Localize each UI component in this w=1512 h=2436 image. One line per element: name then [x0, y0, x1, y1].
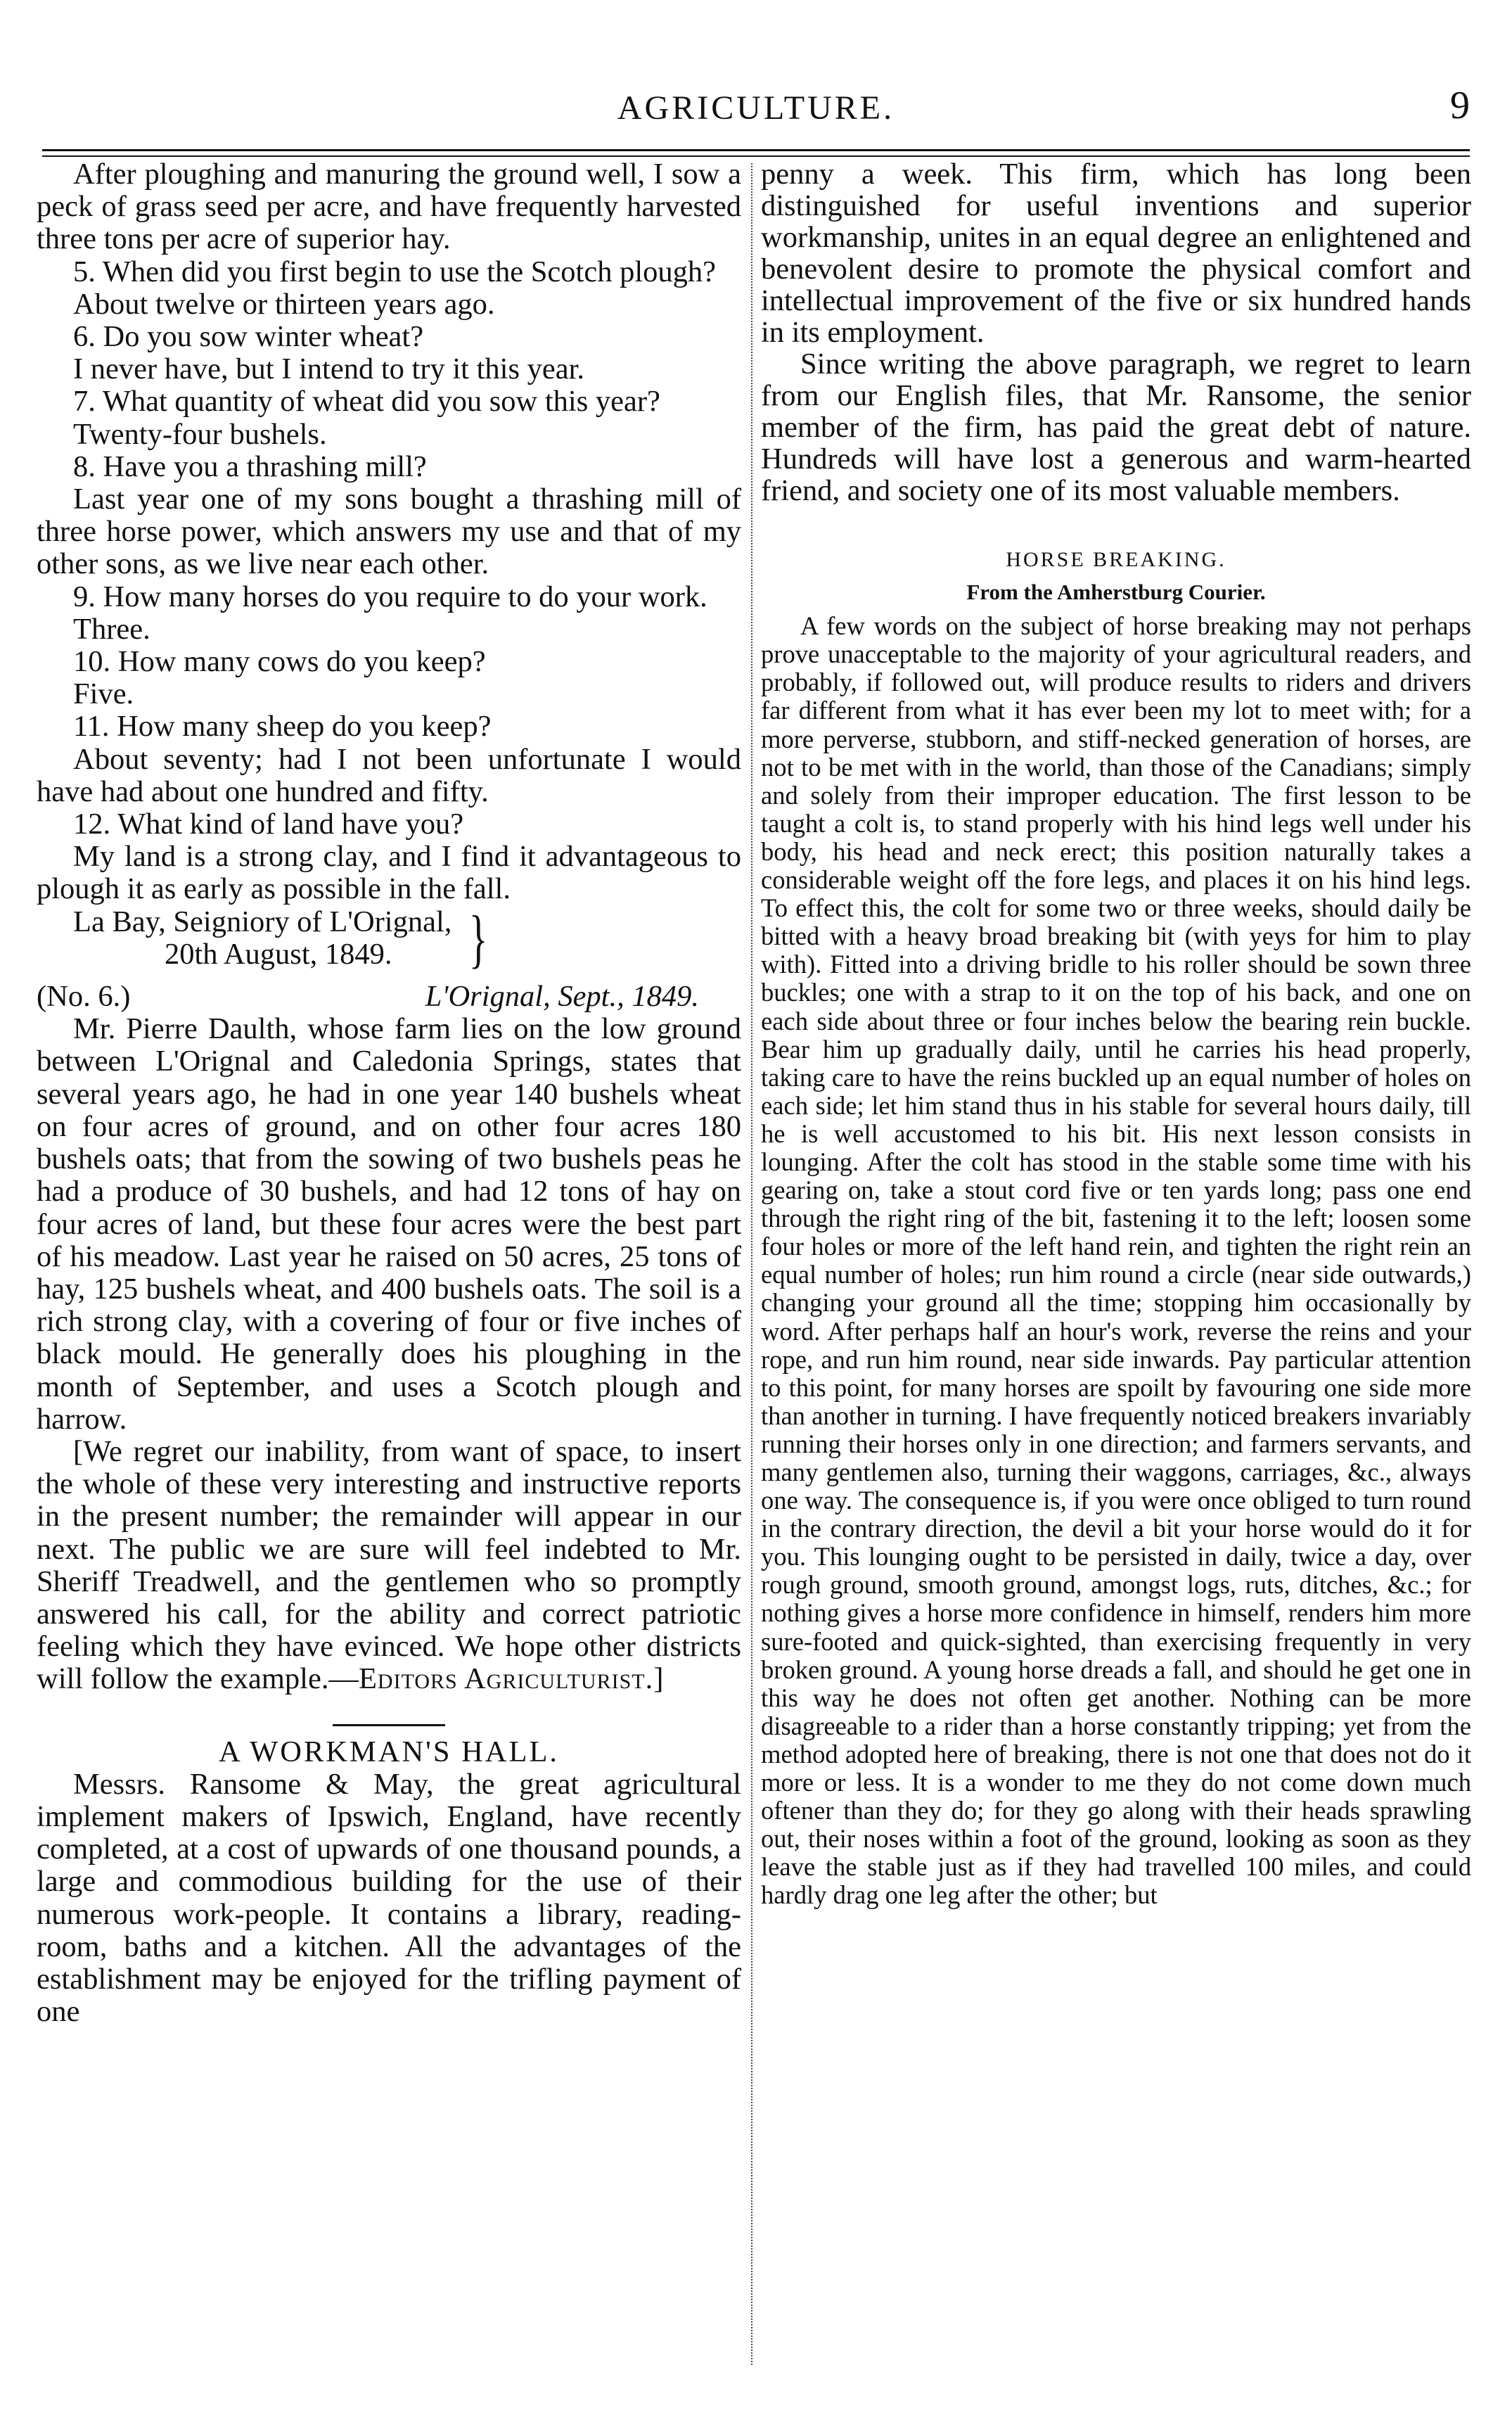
left-column: [37, 158, 741, 2028]
report-place-date: L'Orignal, Sept., 1849.: [425, 980, 699, 1014]
column-divider: [751, 163, 752, 2365]
question-9: 9. How many horses do you require to do your work.: [73, 580, 707, 613]
running-title: AGRICULTURE.: [617, 89, 895, 127]
daulth-report: Mr. Pierre Daulth, whose farm lies on the low ground between L'Orignal and Caledonia Springs, states that several years ago, he had in one year 140 bushels wheat on four acres of ground, and on other four acres 180 bushels oats; that from the sowing of two bushels peas he had a produce of 30 bushels, and had 12 tons of hay on four acres of land, but these four acres were the best part of his meadow. Last year he raised on 50 acres, 25 tons of hay, 125 bushels wheat, and 400 bushels oats. The soil is a rich strong clay, with a covering of four or five inches of black mould. He generally does his ploughing in the month of September, and uses a Scotch plough and harrow.: [37, 1012, 741, 1436]
question-10: 10. How many cows do you keep?: [73, 645, 486, 679]
answer-paragraph: After ploughing and manuring the ground well, I sow a peck of grass seed per acre, and have frequently harvested three tons per acre of superior hay.: [37, 158, 741, 256]
report-header: [37, 981, 741, 1013]
question-5: 5. When did you first begin to use the Scotch plough?: [73, 255, 716, 288]
answer-11: About seventy; had I not been unfortunate I would have had about one hundred and fifty.: [37, 742, 741, 808]
answer-8: Last year one of my sons bought a thrashing mill of three horse power, which answers my use and that of my other sons, as we live near each other.: [37, 483, 741, 581]
question-7: 7. What quantity of wheat did you sow this year?: [73, 385, 660, 419]
answer-10: Five.: [73, 677, 134, 711]
question-6: 6. Do you sow winter wheat?: [73, 320, 424, 354]
editors-signature: Editors Agriculturist.]: [358, 1662, 665, 1696]
section-rule: [333, 1724, 445, 1726]
answer-7: Twenty-four bushels.: [73, 417, 327, 451]
header-rule: [42, 149, 1470, 151]
dateline: [37, 902, 741, 974]
workman-hall-title: A WORKMAN'S HALL.: [218, 1735, 560, 1768]
answer-9: Three.: [73, 612, 150, 646]
page-number: 9: [1450, 84, 1470, 127]
answer-5: About twelve or thirteen years ago.: [73, 287, 495, 321]
header-rule-secondary: [42, 155, 1470, 157]
answer-12: My land is a strong clay, and I find it advantageous to plough it as early as possible in the fall.: [37, 840, 741, 906]
page-header: [42, 83, 1470, 139]
right-column: [761, 158, 1471, 1910]
answer-6: I never have, but I intend to try it this year.: [73, 352, 585, 386]
dateline-date: 20th August, 1849.: [165, 937, 392, 971]
question-8: 8. Have you a thrashing mill?: [73, 449, 427, 483]
brace-glyph: }: [469, 902, 488, 974]
editors-note: [37, 1436, 741, 1696]
report-number: (No. 6.): [37, 980, 131, 1014]
dateline-place: La Bay, Seigniory of L'Orignal,: [73, 905, 452, 938]
horse-breaking-source: From the Amherstburg Courier.: [966, 580, 1266, 605]
ransome-note: Since writing the above paragraph, we regret to learn from our English files, that Mr. Ransome, the senior member of the firm, has paid the great debt of nature. Hundreds will have lost a generous and warm-hearted friend, and society one of its most valuable members.: [761, 347, 1471, 507]
horse-breaking-text: A few words on the subject of horse breaking may not perhaps prove unacceptable to the majority of your agricultural readers, and probably, if followed out, will produce results to riders and drivers far different from what it has ever been my lot to meet with; for a more perverse, stubborn, and stiff-necked generation of horses, are not to be met with in the world, than those of the Canadians; simply and solely from their improper education. The first lesson to be taught a colt is, to stand properly with his hind legs well under his body, his head and neck erect; this position naturally takes a considerable weight off the fore legs, and places it on his hind legs. To effect this, the colt for some two or three weeks, should daily be bitted with a heavy broad breaking bit (with yeys for him to play with). Fitted into a driving bridle to his roller should be sown three buckles; one with a strap to it on the top of his back, and one on each side about three or four inches below the bearing rein buckle. Bear him up gradually daily, until he carries his head properly, taking care to have the reins buckled up an equal number of holes on each side; let him stand thus in his stable for several hours daily, till he is well accustomed to his bit. His next lesson consists in lounging. After the colt has stood in the stable some time with his gearing on, take a stout cord five or ten yards long; pass one end through the right ring of the bit, fastening it to the left; loosen some four holes or more of the left hand rein, and tighten the right rein an equal number of holes; run him round a circle (near side outwards,) changing your ground all the time; stopping him occasionally by word. After perhaps half an hour's work, reverse the reins and your rope, and run him round, near side inwards. Pay particular attention to this point, for many horses are spoilt by favouring one side more than another in turning. I have frequently noticed breakers invariably running their horses only in one direction; and farmers servants, and many gentlemen also, turning their waggons, carriages, &c., always one way. The consequence is, if you were once obliged to turn round in the contrary direction, the devil a bit your horse would do it for you. This lounging ought to be persisted in daily, twice a day, over rough ground, smooth ground, amongst logs, ruts, ditches, &c.; for nothing gives a horse more confidence in himself, renders him more sure-footed and quick-sighted, than exercising frequently in very broken ground. A young horse dreads a fall, and should he get one in this way he does not often get another. Nothing can be more disagreeable to a rider than a horse constantly tripping; yet from the method adopted here of breaking, there is not one that does not do it more or less. It is a wonder to me they do not come down much oftener than they do; for they go along with their heads sprawling out, their noses within a foot of the ground, looking as soon as they leave the stable just as if they had travelled 100 miles, and could hardly drag one leg after the other; but: [761, 611, 1471, 1910]
workman-hall-text: Messrs. Ransome & May, the great agricultural implement makers of Ipswich, England, have recently completed, at a cost of upwards of one thousand pounds, a large and commodious building for the use of their numerous work-people. It contains a library, reading-room, baths and a kitchen. All the advantages of the establishment may be enjoyed for the trifling payment of one: [37, 1767, 741, 2029]
question-11: 11. How many sheep do you keep?: [73, 710, 492, 744]
editors-note-text: [We regret our inability, from want of space, to insert the whole of these very interesting and instructive reports in the present number; the remainder will appear in our next. The public we are sure will feel indebted to Mr. Sheriff Treadwell, and the gentlemen who so promptly answered his call, for the ability and correct patriotic feeling which they have evinced. We hope other districts will follow the example.—: [37, 1434, 741, 1696]
workman-hall-continued: penny a week. This firm, which has long been distinguished for useful inventions and superior workmanship, unites in an equal degree an enlightened and benevolent desire to promote the physical comfort and intellectual improvement of the five or six hundred hands in its employment.: [761, 158, 1471, 349]
question-12: 12. What kind of land have you?: [73, 808, 464, 841]
horse-breaking-title: HORSE BREAKING.: [1006, 548, 1226, 571]
